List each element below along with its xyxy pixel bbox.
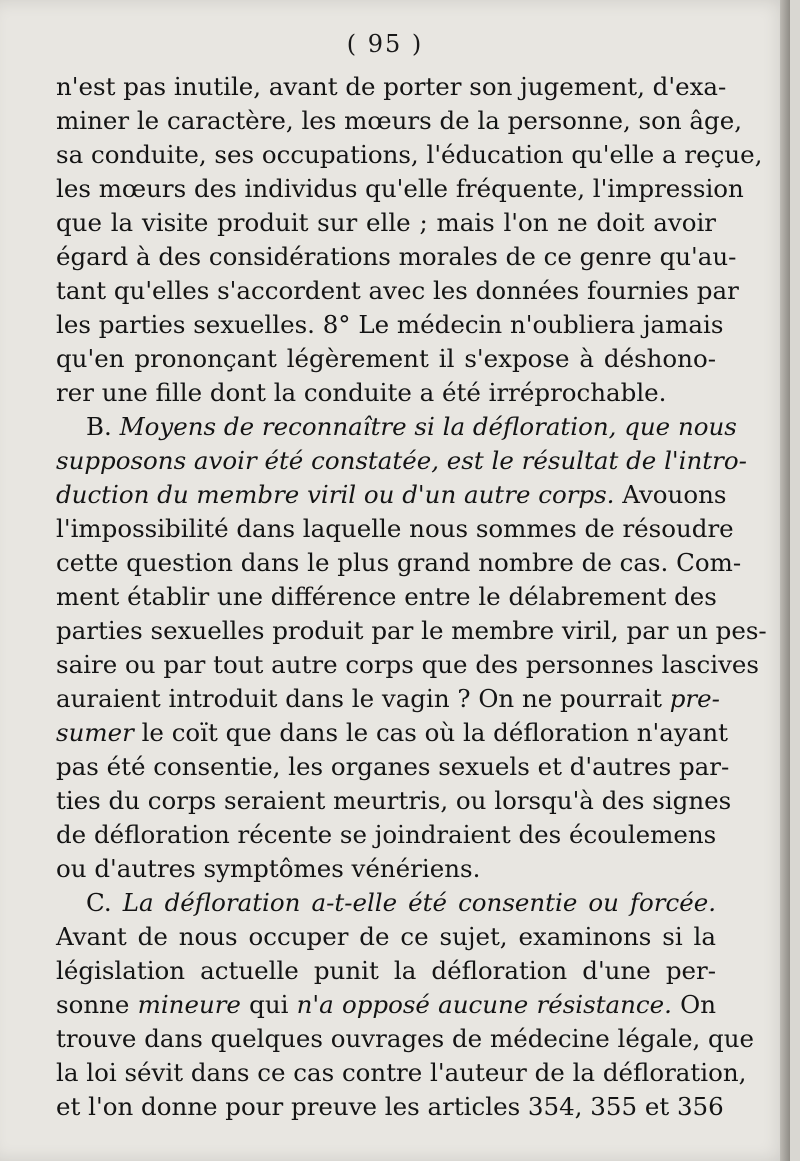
text-line: ties du corps seraient meurtris, ou lorsqu'à des signes bbox=[56, 786, 732, 815]
text-line: que la visite produit sur elle ; mais l'on ne doit avoir bbox=[56, 208, 716, 237]
text-line: sonne mineure qui n'a opposé aucune résistance. On bbox=[56, 990, 717, 1019]
text-line: saire ou par tout autre corps que des personnes lascives bbox=[56, 650, 759, 679]
text-line: les parties sexuelles. 8° Le médecin n'oubliera jamais bbox=[56, 310, 724, 339]
text-line: n'est pas inutile, avant de porter son jugement, d'exa- bbox=[56, 72, 727, 101]
section-b-heading-line: B. Moyens de reconnaître si la défloration, que nous bbox=[86, 412, 737, 441]
text-line: ment établir une différence entre le délabrement des bbox=[56, 582, 717, 611]
text-line: de défloration récente se joindraient des écoulemens bbox=[56, 820, 717, 849]
section-c-heading-line: C. La défloration a-t-elle été consentie ou forcée. bbox=[86, 888, 716, 917]
body-text bbox=[56, 70, 767, 1124]
text-line: supposons avoir été constatée, est le résultat de l'intro- bbox=[56, 446, 747, 475]
text-line: miner le caractère, les mœurs de la personne, son âge, bbox=[56, 106, 742, 135]
text-line: tant qu'elles s'accordent avec les données fournies par bbox=[56, 276, 739, 305]
page-number: ( 95 ) bbox=[346, 30, 424, 58]
text-line: et l'on donne pour preuve les articles 354, 355 et 356 bbox=[56, 1092, 724, 1121]
text-line: auraient introduit dans le vagin ? On ne pourrait pre- bbox=[56, 684, 720, 713]
text-line: qu'en prononçant légèrement il s'expose à déshono- bbox=[56, 344, 716, 373]
text-line: égard à des considérations morales de ce genre qu'au- bbox=[56, 242, 737, 271]
text-line: les mœurs des individus qu'elle fréquente, l'impression bbox=[56, 174, 744, 203]
text-line: parties sexuelles produit par le membre viril, par un pes- bbox=[56, 616, 767, 645]
text-line: sumer le coït que dans le cas où la défloration n'ayant bbox=[56, 718, 728, 747]
page-edge-shadow bbox=[780, 0, 790, 1161]
text-line: duction du membre viril ou d'un autre corps. Avouons bbox=[56, 480, 727, 509]
text-line: sa conduite, ses occupations, l'éducation qu'elle a reçue, bbox=[56, 140, 763, 169]
text-line: rer une fille dont la conduite a été irréprochable. bbox=[56, 378, 667, 407]
text-line: la loi sévit dans ce cas contre l'auteur de la défloration, bbox=[56, 1058, 747, 1087]
text-line: Avant de nous occuper de ce sujet, examinons si la bbox=[56, 922, 716, 951]
text-line: cette question dans le plus grand nombre de cas. Com- bbox=[56, 548, 742, 577]
text-line: l'impossibilité dans laquelle nous sommes de résoudre bbox=[56, 514, 734, 543]
text-line: trouve dans quelques ouvrages de médecine légale, que bbox=[56, 1024, 754, 1053]
text-line: pas été consentie, les organes sexuels et d'autres par- bbox=[56, 752, 730, 781]
text-line: législation actuelle punit la défloration d'une per- bbox=[56, 956, 716, 985]
text-line: ou d'autres symptômes vénériens. bbox=[56, 854, 481, 883]
